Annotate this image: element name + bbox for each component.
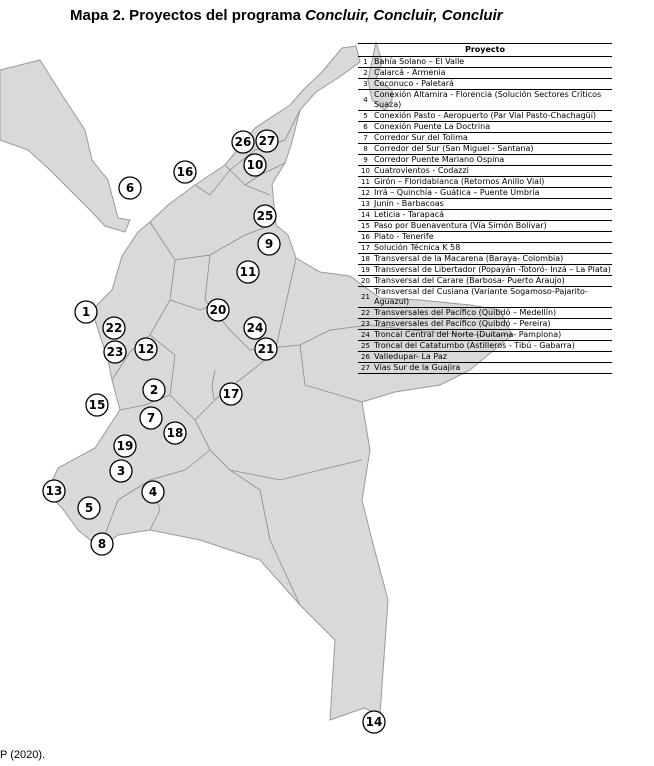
legend-row-project: Corredor Puente Mariano Ospina (373, 155, 612, 166)
legend-row (358, 111, 612, 122)
legend-row (358, 243, 612, 254)
title-prefix: Mapa 2. Proyectos del programa (70, 7, 306, 24)
legend-row-number: 10 (358, 166, 373, 177)
legend-row-number: 16 (358, 232, 373, 243)
legend-row-number: 7 (358, 133, 373, 144)
legend-row (358, 133, 612, 144)
marker-label: 12 (137, 342, 155, 356)
legend-row (358, 254, 612, 265)
legend-row-number: 8 (358, 144, 373, 155)
marker-label: 25 (256, 209, 274, 223)
legend-row-project: Conexión Altamira - Florencia (Solución Sectores Críticos Suaza) (373, 90, 612, 111)
legend-row-number: 14 (358, 210, 373, 221)
legend-row (358, 287, 612, 308)
legend-row-number: 2 (358, 68, 373, 79)
marker-label: 20 (209, 303, 227, 317)
project-legend-table (358, 43, 612, 374)
legend-row-project: Coconuco - Paletará (373, 79, 612, 90)
marker-label: 27 (258, 134, 276, 148)
legend-row-project: Conexión Puente La Doctrina (373, 122, 612, 133)
marker-label: 23 (106, 345, 124, 359)
legend-row-number: 3 (358, 79, 373, 90)
legend-row (358, 155, 612, 166)
legend-row (358, 122, 612, 133)
legend-row-number: 15 (358, 221, 373, 232)
project-marker-16 (174, 161, 196, 183)
legend-row-number: 6 (358, 122, 373, 133)
legend-row-project: Conexión Pasto - Aeropuerto (Par Vial Pasto-Chachagüí) (373, 111, 612, 122)
legend-row (358, 330, 612, 341)
legend-row (358, 221, 612, 232)
marker-label: 10 (246, 158, 264, 172)
project-marker-24 (244, 317, 266, 339)
legend-row-number: 4 (358, 90, 373, 111)
legend-row-project: Cuatrovientos - Codazzi (373, 166, 612, 177)
marker-label: 16 (176, 165, 194, 179)
project-marker-18 (164, 422, 186, 444)
legend-row (358, 68, 612, 79)
title-program: Concluir, Concluir, Concluir (305, 7, 503, 24)
legend-row-project: Irrá – Quinchía - Guática – Puente Umbría (373, 188, 612, 199)
central-america (0, 60, 130, 232)
project-marker-23 (104, 341, 126, 363)
project-marker-12 (135, 338, 157, 360)
project-marker-3 (110, 460, 132, 482)
marker-label: 24 (246, 321, 264, 335)
legend-row-project: Troncal Central del Norte (Duitama- Pamplona) (373, 330, 612, 341)
project-marker-27 (256, 130, 278, 152)
project-marker-8 (91, 533, 113, 555)
legend-row (358, 232, 612, 243)
project-marker-5 (78, 497, 100, 519)
legend-row-project: Girón – Floridablanca (Retornos Anillo Vial) (373, 177, 612, 188)
project-marker-10 (244, 154, 266, 176)
legend-row-project: Corredor del Sur (San Miguel - Santana) (373, 144, 612, 155)
legend-row (358, 265, 612, 276)
project-marker-17 (220, 383, 242, 405)
marker-label: 15 (88, 398, 106, 412)
legend-row (358, 166, 612, 177)
legend-row-project: Solución Técnica K 58 (373, 243, 612, 254)
legend-row-project: Bahía Solano – El Valle (373, 57, 612, 68)
project-marker-22 (103, 317, 125, 339)
project-marker-1 (75, 301, 97, 323)
project-marker-20 (207, 299, 229, 321)
project-marker-4 (142, 481, 164, 503)
legend-row-project: Calarcá - Armenia (373, 68, 612, 79)
marker-label: 18 (166, 426, 184, 440)
legend-row-project: Junín - Barbacoas (373, 199, 612, 210)
marker-label: 5 (84, 501, 94, 515)
marker-label: 3 (116, 464, 126, 478)
project-marker-2 (143, 379, 165, 401)
legend-row-number: 20 (358, 276, 373, 287)
legend-row-project: Plato - Tenerife (373, 232, 612, 243)
source-note: P (2020). (0, 749, 46, 761)
legend-row-project: Transversal de la Macarena (Baraya- Colombia) (373, 254, 612, 265)
legend-row-number: 22 (358, 308, 373, 319)
legend-row (358, 341, 612, 352)
legend-row-project: Vías Sur de la Guajira (373, 363, 612, 374)
marker-label: 6 (125, 181, 135, 195)
legend-row (358, 90, 612, 111)
legend-row-project: Valledupar- La Paz (373, 352, 612, 363)
legend-row-project: Transversal del Cusiana (Variante Sogamoso-Pajarito- Aguazul) (373, 287, 612, 308)
marker-label: 19 (116, 439, 134, 453)
marker-label: 26 (234, 135, 252, 149)
legend-row-project: Leticia - Tarapacá (373, 210, 612, 221)
legend-row-project: Paso por Buenaventura (Vía Simón Bolívar) (373, 221, 612, 232)
legend-row-number: 21 (358, 287, 373, 308)
legend-row-number: 18 (358, 254, 373, 265)
project-marker-7 (140, 407, 162, 429)
legend-row (358, 188, 612, 199)
legend-row-project: Transversales del Pacífico (Quibdó – Pereira) (373, 319, 612, 330)
legend-row (358, 276, 612, 287)
legend-header: Proyecto (358, 44, 612, 57)
project-marker-19 (114, 435, 136, 457)
project-marker-11 (237, 261, 259, 283)
marker-label: 17 (222, 387, 240, 401)
legend-row-number: 1 (358, 57, 373, 68)
legend-row-project: Transversal del Carare (Barbosa- Puerto Araujo) (373, 276, 612, 287)
marker-label: 14 (365, 715, 383, 729)
project-marker-15 (86, 394, 108, 416)
legend-row-number: 23 (358, 319, 373, 330)
marker-label: 22 (105, 321, 123, 335)
legend-row-number: 5 (358, 111, 373, 122)
legend-row (358, 144, 612, 155)
legend-row (358, 319, 612, 330)
legend-row (358, 57, 612, 68)
legend-row (358, 363, 612, 374)
marker-label: 9 (264, 237, 274, 251)
legend-row (358, 352, 612, 363)
marker-label: 13 (45, 484, 63, 498)
legend-row (358, 79, 612, 90)
marker-label: 7 (146, 411, 156, 425)
legend-body (358, 57, 612, 374)
legend-row-number: 11 (358, 177, 373, 188)
project-marker-9 (258, 233, 280, 255)
project-marker-6 (119, 177, 141, 199)
project-marker-25 (254, 205, 276, 227)
marker-label: 8 (97, 537, 107, 551)
project-marker-26 (232, 131, 254, 153)
project-marker-14 (363, 711, 385, 733)
legend-row-number: 26 (358, 352, 373, 363)
legend-row-number: 9 (358, 155, 373, 166)
legend-row (358, 177, 612, 188)
legend-row-project: Transversal de Libertador (Popayán -Totoró- Inzá – La Plata) (374, 265, 611, 274)
marker-label: 2 (149, 383, 159, 397)
legend-row-project: Transversales del Pacífico (Quibdó – Medellín) (373, 308, 612, 319)
legend-header-row (358, 44, 612, 57)
legend-row-project: Troncal del Catatumbo (Astilleros - Tibú - Gabarra) (373, 341, 612, 352)
marker-label: 21 (257, 342, 275, 356)
project-marker-21 (255, 338, 277, 360)
marker-label: 11 (239, 265, 257, 279)
legend-row-number: 19 (358, 265, 373, 276)
legend-row-number: 25 (358, 341, 373, 352)
legend-row (358, 308, 612, 319)
marker-label: 4 (148, 485, 158, 499)
legend-row-project: Corredor Sur del Tolima (373, 133, 612, 144)
legend-row-number: 13 (358, 199, 373, 210)
legend-row-number: 24 (358, 330, 373, 341)
legend-row-number: 27 (358, 363, 373, 374)
legend-row (358, 210, 612, 221)
legend-row-number: 12 (358, 188, 373, 199)
legend-row-number: 17 (358, 243, 373, 254)
marker-label: 1 (81, 305, 91, 319)
project-marker-13 (43, 480, 65, 502)
legend-row (358, 199, 612, 210)
